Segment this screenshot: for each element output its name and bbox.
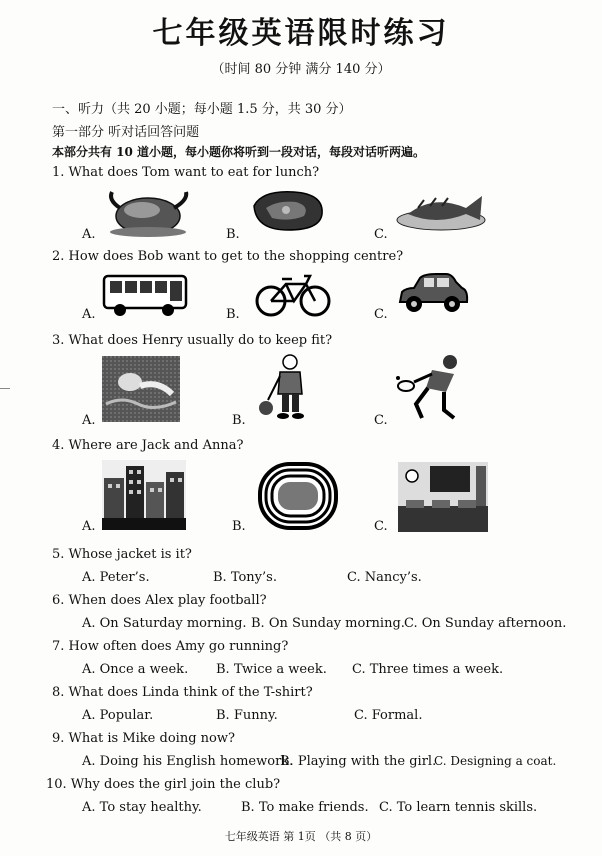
classroom-icon — [398, 462, 488, 532]
question-1: 1. What does Tom want to eat for lunch? — [52, 165, 320, 180]
q5-option-c[interactable]: C. Nancy’s. — [347, 570, 422, 585]
page-title: 七年级英语限时练习 — [152, 16, 450, 51]
page-footer: 七年级英语 第 1页 （共 8 页） — [224, 830, 378, 843]
q2-option-b[interactable]: B. — [226, 307, 240, 322]
q8-option-c[interactable]: C. Formal. — [354, 708, 423, 723]
steak-icon — [248, 188, 328, 234]
bicycle-icon — [254, 272, 332, 318]
q10-option-a[interactable]: A. To stay healthy. — [82, 800, 202, 815]
tennis-player-icon — [392, 352, 472, 424]
section-heading: 一、听力（共 20 小题；每小题 1.5 分，共 30 分） — [52, 102, 352, 117]
running-track-icon — [258, 462, 338, 530]
q2-option-a[interactable]: A. — [82, 307, 96, 322]
city-buildings-icon — [102, 460, 186, 530]
question-3: 3. What does Henry usually do to keep fit? — [52, 333, 333, 348]
page-subtitle: （时间 80 分钟 满分 140 分） — [211, 62, 391, 77]
q9-option-a[interactable]: A. Doing his English homework. — [82, 754, 294, 769]
q6-option-a[interactable]: A. On Saturday morning. — [82, 616, 247, 631]
q3-option-c[interactable]: C. — [374, 413, 388, 428]
q10-option-b[interactable]: B. To make friends. — [241, 800, 369, 815]
q8-option-a[interactable]: A. Popular. — [82, 708, 154, 723]
q9-option-c[interactable]: C. Designing a coat. — [434, 754, 557, 768]
q4-option-c[interactable]: C. — [374, 519, 388, 534]
question-4: 4. Where are Jack and Anna? — [52, 438, 244, 453]
basketball-player-icon — [256, 352, 326, 426]
section-instruction: 本部分共有 10 道小题，每小题你将听到一段对话，每段对话听两遍。 — [52, 145, 426, 159]
question-9: 9. What is Mike doing now? — [52, 731, 235, 746]
question-8: 8. What does Linda think of the T-shirt? — [52, 685, 313, 700]
question-5: 5. Whose jacket is it? — [52, 547, 192, 562]
q7-option-b[interactable]: B. Twice a week. — [216, 662, 327, 677]
q1-option-a[interactable]: A. — [82, 227, 96, 242]
q5-option-b[interactable]: B. Tony’s. — [213, 570, 277, 585]
q1-option-b[interactable]: B. — [226, 227, 240, 242]
q10-option-c[interactable]: C. To learn tennis skills. — [379, 800, 538, 815]
q5-option-a[interactable]: A. Peter’s. — [82, 570, 150, 585]
swimming-photo-icon — [102, 356, 180, 422]
question-2: 2. How does Bob want to get to the shopping centre? — [52, 249, 404, 264]
q6-option-c[interactable]: C. On Sunday afternoon. — [404, 616, 567, 631]
q9-option-b[interactable]: B. Playing with the girl. — [280, 754, 437, 769]
q3-option-b[interactable]: B. — [232, 413, 246, 428]
question-10: 10. Why does the girl join the club? — [46, 777, 281, 792]
question-6: 6. When does Alex play football? — [52, 593, 267, 608]
q4-option-a[interactable]: A. — [82, 519, 96, 534]
q2-option-c[interactable]: C. — [374, 307, 388, 322]
q7-option-c[interactable]: C. Three times a week. — [352, 662, 504, 677]
section-part: 第一部分 听对话回答问题 — [52, 125, 200, 140]
margin-mark — [0, 388, 10, 389]
q3-option-a[interactable]: A. — [82, 413, 96, 428]
q1-option-c[interactable]: C. — [374, 227, 388, 242]
q8-option-b[interactable]: B. Funny. — [216, 708, 278, 723]
bus-icon — [100, 272, 190, 318]
question-7: 7. How often does Amy go running? — [52, 639, 289, 654]
q4-option-b[interactable]: B. — [232, 519, 246, 534]
roast-chicken-icon — [104, 186, 190, 238]
fish-dish-icon — [394, 186, 488, 234]
q6-option-b[interactable]: B. On Sunday morning. — [251, 616, 405, 631]
q7-option-a[interactable]: A. Once a week. — [82, 662, 189, 677]
car-icon — [396, 272, 470, 318]
